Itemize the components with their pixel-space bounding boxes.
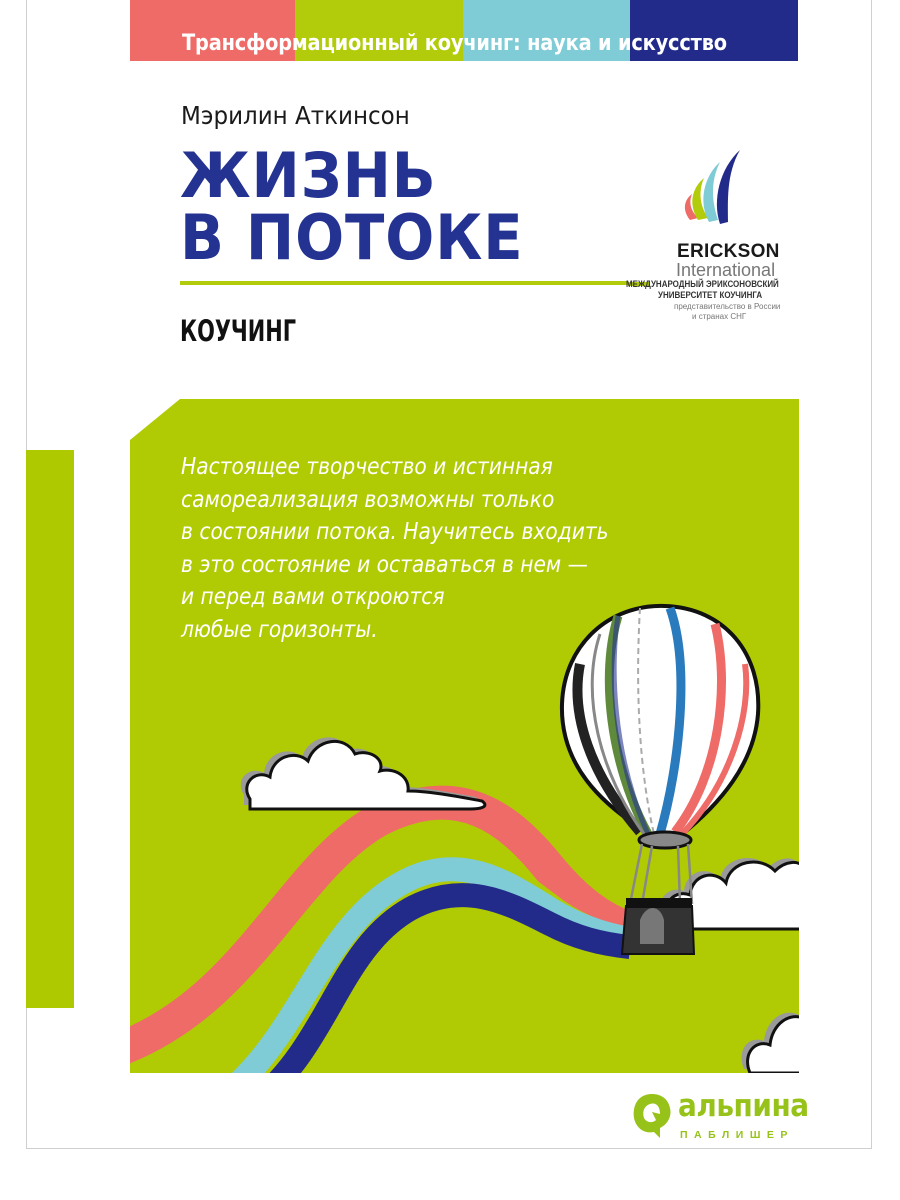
blurb-line: в состоянии потока. Научитесь входить bbox=[181, 517, 609, 545]
book-title-line-2: В ПОТОКЕ bbox=[180, 201, 524, 274]
publisher-name: альпина bbox=[678, 1088, 809, 1124]
rainbow-trail bbox=[130, 803, 630, 1073]
book-title bbox=[180, 139, 524, 274]
alpina-leaf-icon bbox=[630, 1090, 674, 1140]
title-divider bbox=[180, 281, 628, 285]
erickson-line-3: представительство в России bbox=[674, 302, 781, 311]
erickson-line-1: МЕЖДУНАРОДНЫЙ ЭРИКСОНОВСКИЙ bbox=[626, 279, 779, 290]
blurb-line: Настоящее творчество и истинная bbox=[181, 452, 553, 480]
blurb-line: в это состояние и оставаться в нем — bbox=[181, 549, 588, 578]
erickson-line-2: УНИВЕРСИТЕТ КОУЧИНГА bbox=[658, 290, 763, 301]
series-band bbox=[130, 0, 798, 61]
series-title: Трансформационный коучинг: наука и искусство bbox=[182, 30, 727, 56]
cloud-left bbox=[241, 737, 485, 809]
blurb-line: и перед вами откроются bbox=[181, 582, 445, 610]
book-title-line-1: ЖИЗНЬ bbox=[180, 139, 437, 212]
cover-blurb bbox=[181, 450, 609, 645]
cloud-bottom-right bbox=[742, 1013, 799, 1073]
erickson-wordmark: ERICKSON bbox=[677, 241, 780, 262]
blurb-line: любые горизонты. bbox=[181, 614, 378, 643]
flame-ribbons-icon bbox=[612, 140, 822, 240]
erickson-line-4: и странах СНГ bbox=[692, 312, 747, 321]
left-accent-bar bbox=[26, 450, 74, 1008]
erickson-logo bbox=[612, 140, 822, 330]
publisher-logo bbox=[630, 1088, 809, 1148]
publisher-subname: ПАБЛИШЕР bbox=[680, 1129, 794, 1141]
genre-label: КОУЧИНГ bbox=[180, 314, 297, 348]
author-name: Мэрилин Аткинсон bbox=[181, 101, 410, 130]
blurb-line: самореализация возможны только bbox=[181, 484, 555, 513]
erickson-subname: International bbox=[676, 260, 776, 280]
